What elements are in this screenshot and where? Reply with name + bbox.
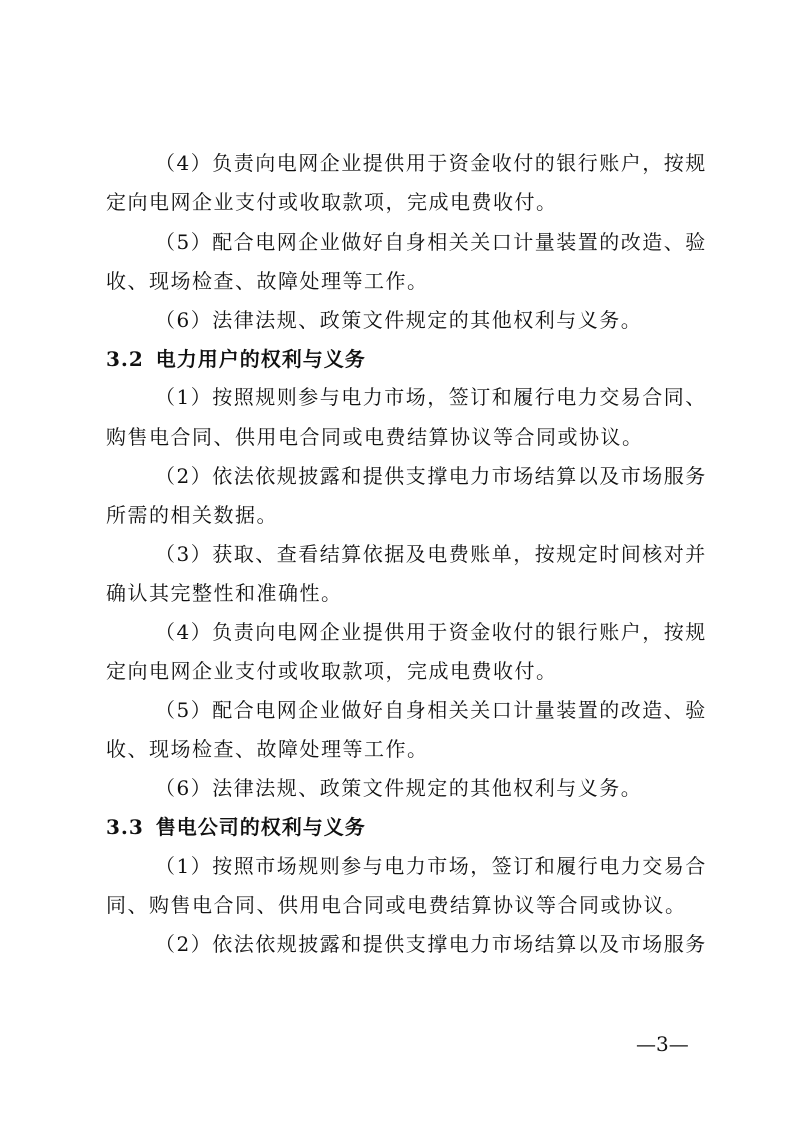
- paragraph-line: 所需的相关数据。: [106, 503, 278, 527]
- section-title: 售电公司的权利与义务: [155, 815, 366, 839]
- paragraph-line: （6）法律法规、政策文件规定的其他权利与义务。: [155, 776, 643, 800]
- paragraph-line: 定向电网企业支付或收取款项，完成电费收付。: [106, 190, 558, 214]
- paragraph-line: （4）负责向电网企业提供用于资金收付的银行账户，按规: [155, 151, 707, 175]
- paragraph-line: 收、现场检查、故障处理等工作。: [106, 737, 429, 761]
- paragraph-line: 确认其完整性和准确性。: [106, 581, 343, 605]
- section-heading: [106, 814, 366, 840]
- paragraph-line: 同、购售电合同、供用电合同或电费结算协议等合同或协议。: [106, 893, 687, 917]
- paragraph-line: （4）负责向电网企业提供用于资金收付的银行账户，按规: [155, 620, 707, 644]
- paragraph-line: （2）依法依规披露和提供支撑电力市场结算以及市场服务: [155, 464, 707, 488]
- paragraph-line: 定向电网企业支付或收取款项，完成电费收付。: [106, 659, 558, 683]
- section-heading: [106, 346, 366, 372]
- paragraph-line: （5）配合电网企业做好自身相关关口计量装置的改造、验: [155, 698, 707, 722]
- paragraph-line: （6）法律法规、政策文件规定的其他权利与义务。: [155, 308, 643, 332]
- page-number: —3—: [636, 1032, 689, 1056]
- paragraph-line: 购售电合同、供用电合同或电费结算协议等合同或协议。: [106, 425, 644, 449]
- section-number: 3.3: [106, 815, 144, 839]
- section-number: 3.2: [106, 347, 144, 371]
- paragraph-line: （1）按照市场规则参与电力市场，签订和履行电力交易合: [155, 854, 707, 878]
- paragraph-line: 收、现场检查、故障处理等工作。: [106, 269, 429, 293]
- paragraph-line: （2）依法依规披露和提供支撑电力市场结算以及市场服务: [155, 932, 707, 956]
- section-title: 电力用户的权利与义务: [155, 347, 366, 371]
- paragraph-line: （3）获取、查看结算依据及电费账单，按规定时间核对并: [155, 542, 707, 566]
- paragraph-line: （5）配合电网企业做好自身相关关口计量装置的改造、验: [155, 230, 707, 254]
- paragraph-line: （1）按照规则参与电力市场，签订和履行电力交易合同、: [155, 385, 707, 409]
